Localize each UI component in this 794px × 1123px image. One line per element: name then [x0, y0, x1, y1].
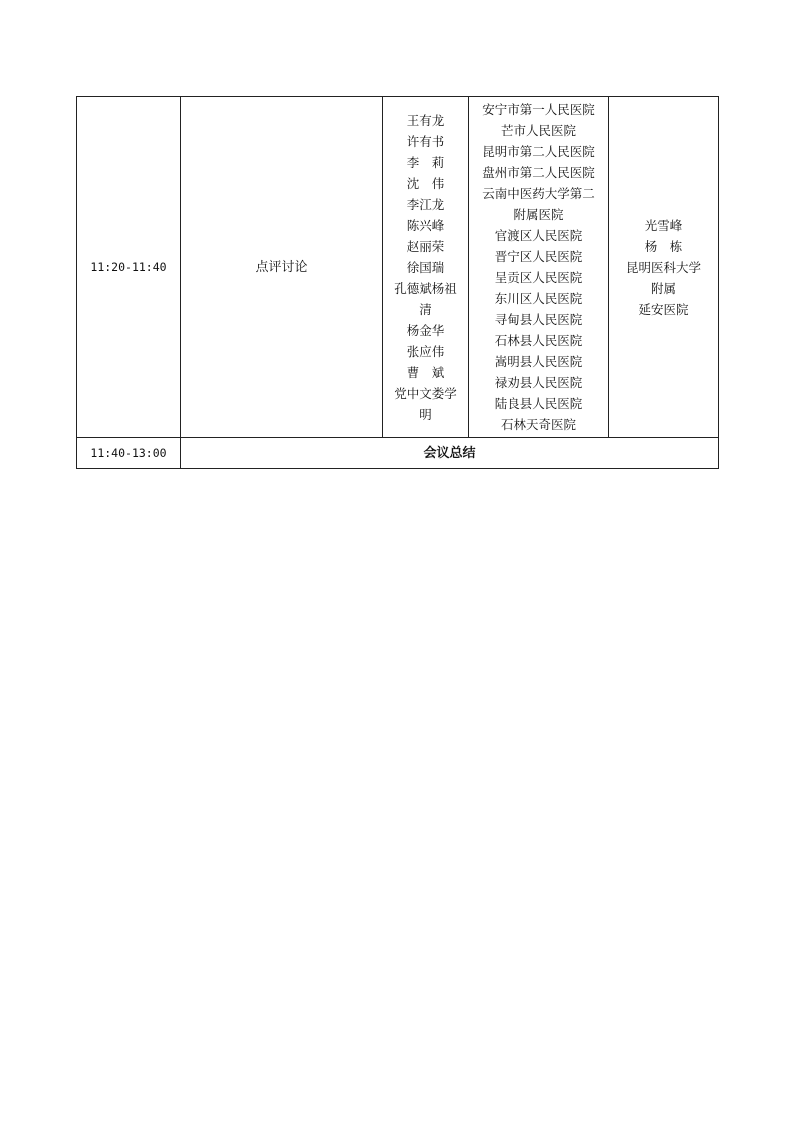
speaker-name: 清 [419, 301, 432, 317]
hospital-name: 云南中医药大学第二 [482, 186, 595, 201]
host-line: 光雪峰 [644, 217, 683, 233]
hospital-name: 芒市人民医院 [500, 123, 576, 138]
table-row [77, 97, 719, 438]
hospital-name: 东川区人民医院 [494, 291, 583, 306]
speaker-name: 赵丽荣 [406, 238, 445, 254]
hospital-name: 石林县人民医院 [494, 333, 583, 348]
speaker-name: 王有龙 [406, 112, 445, 128]
host-line: 杨 栋 [644, 238, 683, 254]
speaker-name: 张应伟 [406, 343, 445, 359]
speaker-name: 徐国瑞 [406, 259, 445, 275]
hospital-name: 石林天奇医院 [500, 417, 576, 432]
summary-cell: 会议总结 [181, 438, 719, 469]
speaker-name: 杨金华 [406, 322, 445, 338]
speaker-name: 许有书 [406, 133, 445, 149]
hospital-name: 附属医院 [513, 207, 564, 222]
speaker-name: 陈兴峰 [406, 217, 445, 233]
hospital-name: 昆明市第二人民医院 [482, 144, 595, 159]
hospital-name: 陆良县人民医院 [494, 396, 583, 411]
host-line: 昆明医科大学 [625, 259, 701, 275]
schedule-table [76, 96, 719, 469]
hospital-name: 安宁市第一人民医院 [482, 102, 595, 117]
hospital-name: 禄劝县人民医院 [494, 375, 583, 390]
speaker-name: 李 莉 [406, 154, 445, 170]
speakers-cell [383, 97, 469, 438]
topic-cell: 点评讨论 [181, 97, 383, 438]
speaker-name: 李江龙 [406, 196, 445, 212]
speaker-name: 曹 斌 [406, 364, 445, 380]
hospital-name: 盘州市第二人民医院 [482, 165, 595, 180]
hosts-cell [609, 97, 719, 438]
hospital-name: 嵩明县人民医院 [494, 354, 583, 369]
hospital-name: 寻甸县人民医院 [494, 312, 583, 327]
time-cell: 11:40-13:00 [77, 438, 181, 469]
host-line: 附属 [650, 280, 676, 296]
table-row [77, 438, 719, 469]
speaker-name: 沈 伟 [406, 175, 445, 191]
hospitals-cell [469, 97, 609, 438]
speaker-name: 党中文娄学 [394, 385, 457, 401]
host-line: 延安医院 [638, 301, 689, 317]
time-cell: 11:20-11:40 [77, 97, 181, 438]
speaker-name: 孔德斌杨祖 [394, 280, 457, 296]
hospital-name: 呈贡区人民医院 [494, 270, 583, 285]
speaker-name: 明 [419, 406, 432, 422]
hospital-name: 官渡区人民医院 [494, 228, 583, 243]
hospital-name: 晋宁区人民医院 [494, 249, 583, 264]
